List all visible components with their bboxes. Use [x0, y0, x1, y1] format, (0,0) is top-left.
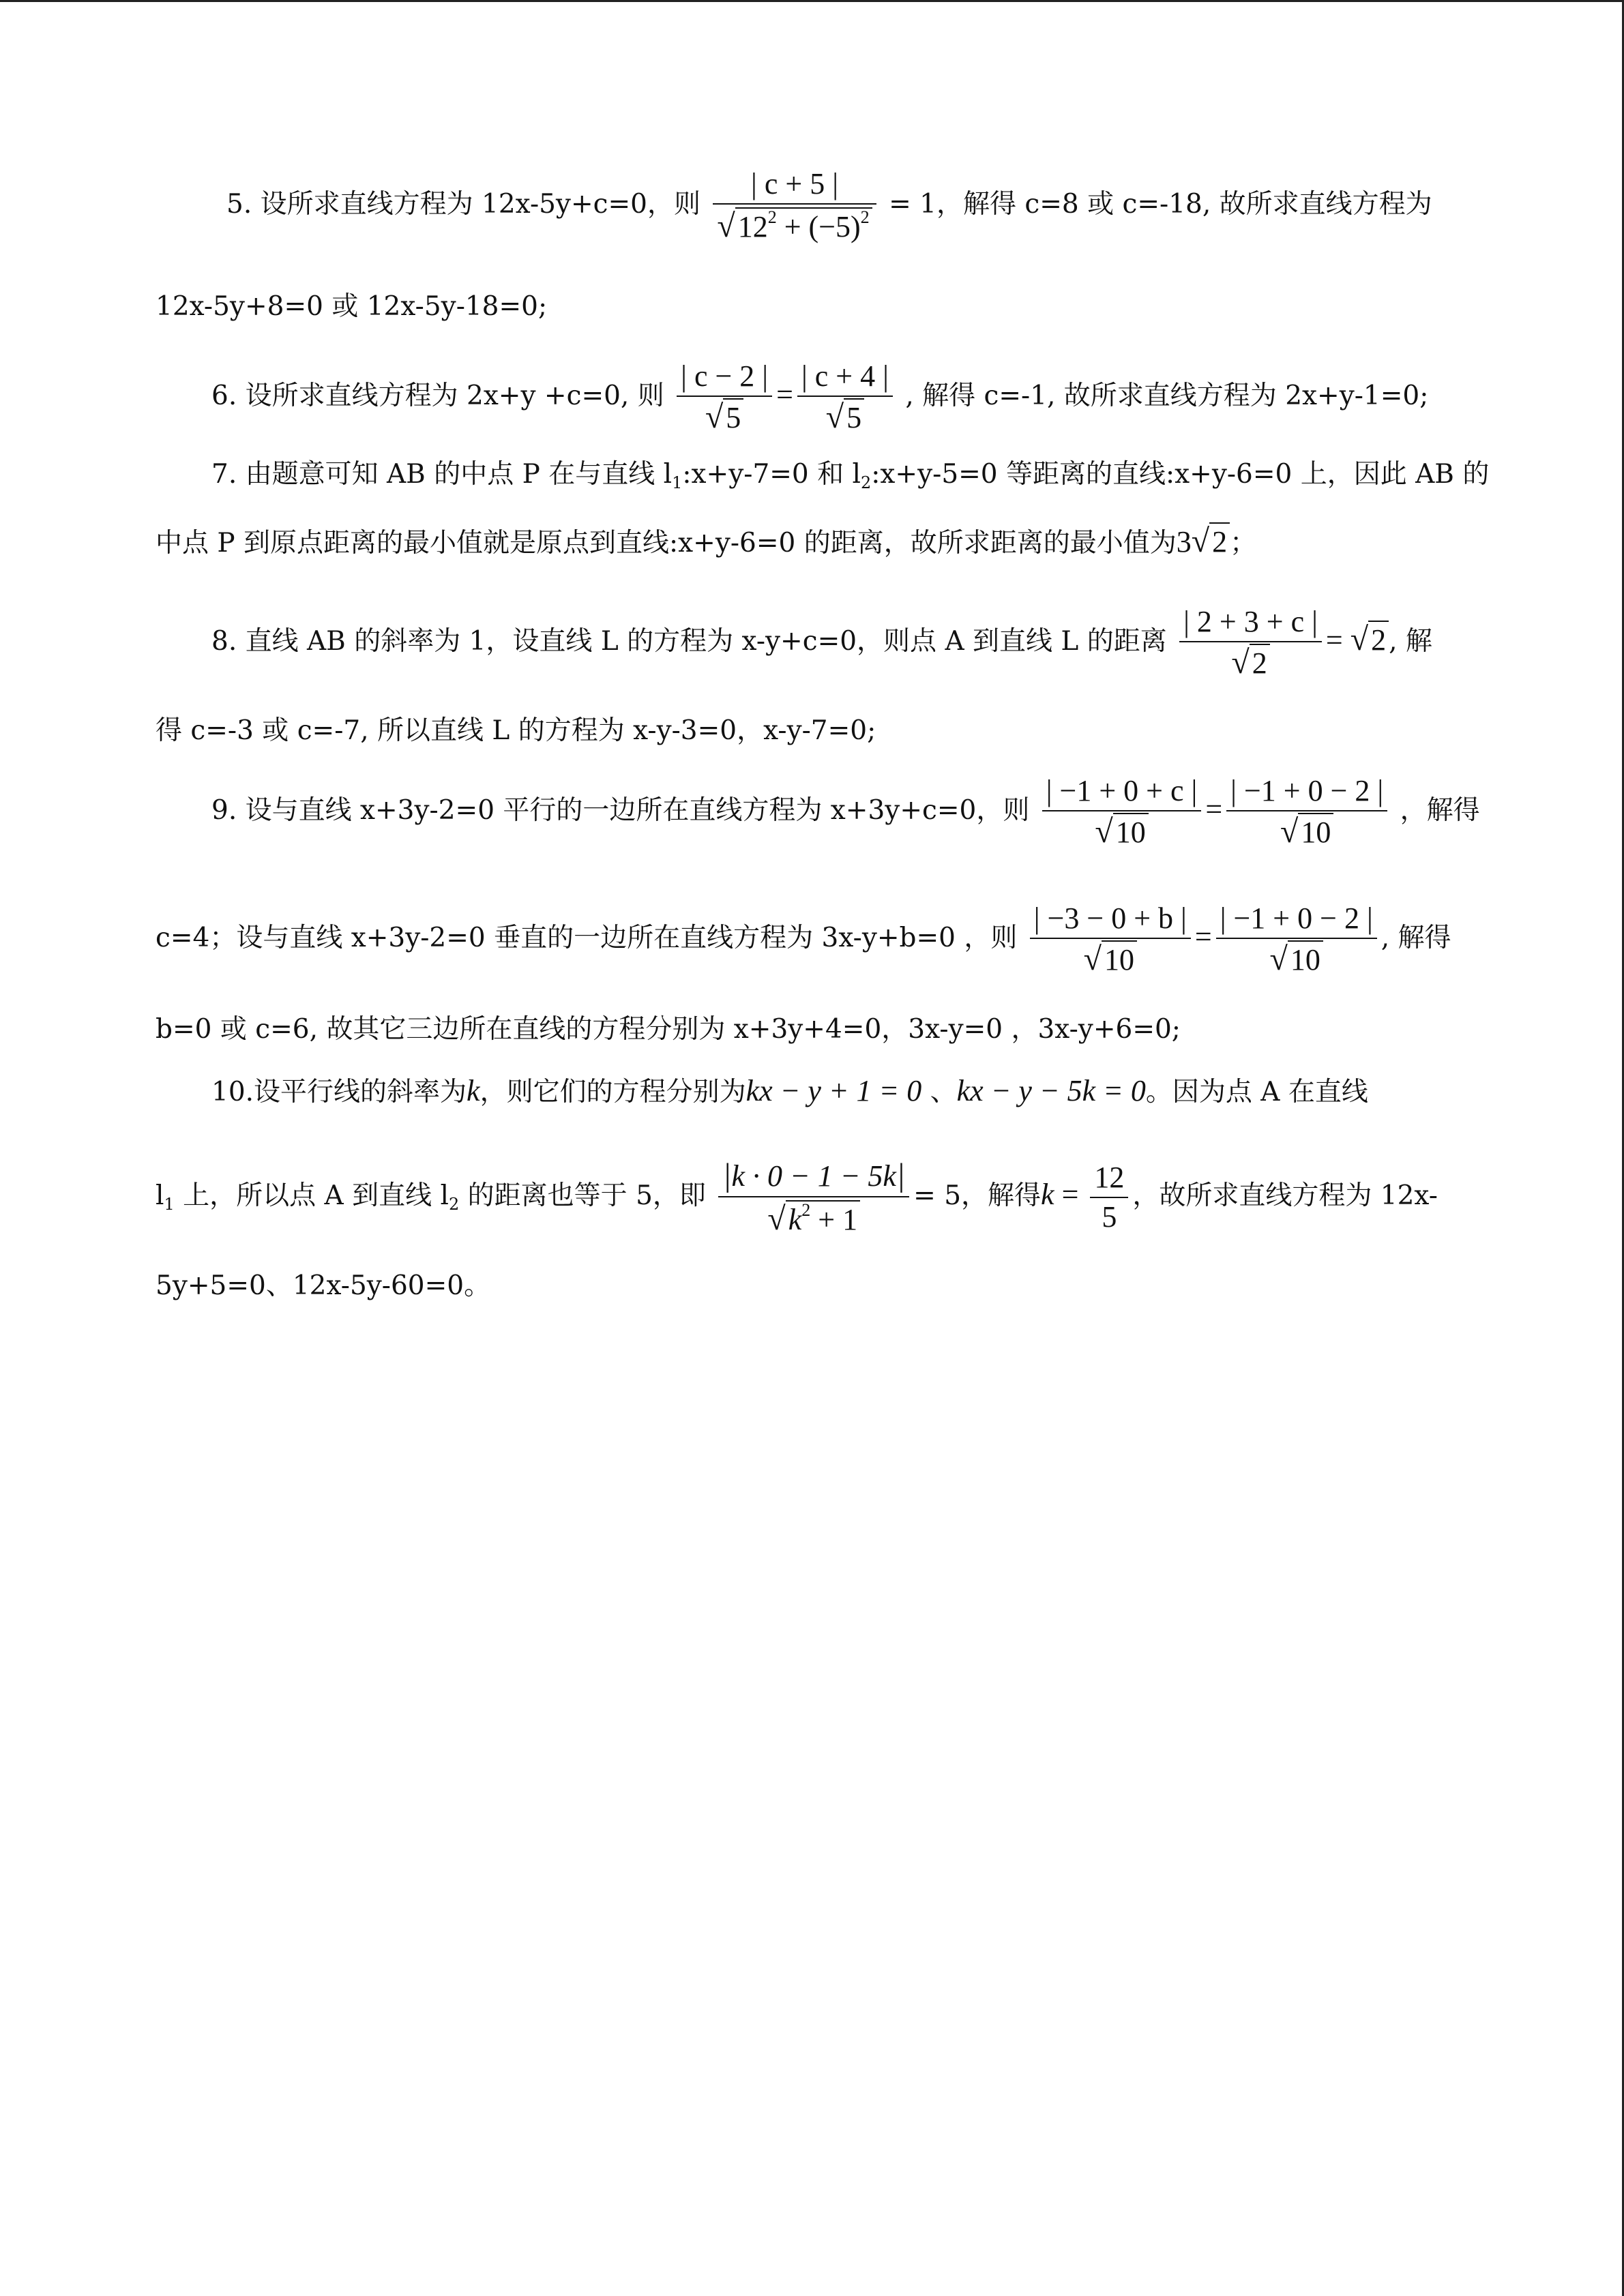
item-9-den-4: 10 [1288, 940, 1323, 976]
item-5-result: = 1，解得 c=8 或 c=-18, 故所求直线方程为 [889, 189, 1432, 220]
item-9-line-2: c=4；设与直线 x+3y-2=0 垂直的一边所在直线方程为 3x-y+b=0 ，则 $\frac{| -3 - 0 + b |}{√10}$ = $\frac{| -1 + 0 - 2 |}{√10}$ , 解得 [156, 901, 1451, 977]
item-10-k-numerator: 12 [1090, 1163, 1128, 1198]
item-6-fraction-left: $\frac{| c - 2 |}{√5}$ [677, 361, 772, 434]
item-10-k-var: k [1041, 1178, 1054, 1211]
item-9-numerator-4: | −1 + 0 − 2 | [1216, 904, 1377, 939]
item-5-denominator: $√12^2 + (-5)^2$ [713, 205, 876, 243]
item-10-k: k [467, 1074, 480, 1107]
item-8-text: 8. 直线 AB 的斜率为 1，设直线 L 的方程为 x-y+c=0，则点 A 到直线 L 的距离 [211, 626, 1167, 657]
item-6-fraction-right: $\frac{| c + 4 |}{√5}$ [797, 361, 893, 434]
item-8-line-1: 8. 直线 AB 的斜率为 1，设直线 L 的方程为 x-y+c=0，则点 A 到直线 L 的距离 $\frac{| 2 + 3 + c |}{√2}$ = √2 , 解 [211, 605, 1432, 681]
item-10-text-c: 。因为点 A 在直线 [1145, 1077, 1368, 1107]
item-10-den-plus: + 1 [810, 1203, 858, 1236]
item-6-result: , 解得 c=-1, 故所求直线方程为 2x+y-1=0; [905, 381, 1429, 411]
item-5-numerator: | c + 5 | [713, 169, 876, 205]
item-9-fraction-2: $\frac{| -1 + 0 - 2 |}{√10}$ [1226, 776, 1387, 848]
item-10-text-f: ，故所求直线方程为 12x- [1132, 1180, 1438, 1211]
item-7-answer-radicand: 2 [1209, 522, 1230, 558]
item-5-line-1 [226, 169, 1432, 243]
item-8-tail: , 解 [1389, 626, 1432, 657]
item-7-text-d: 中点 P 到原点距离的最小值就是原点到直线:x+y-6=0 的距离，故所求距离的最小值为 [156, 528, 1177, 558]
item-10-line-3: 5y+5=0、12x-5y-60=0。 [156, 1270, 491, 1301]
item-7-text-e: ； [1230, 528, 1257, 558]
item-9-line-1: 9. 设与直线 x+3y-2=0 平行的一边所在直线方程为 x+3y+c=0，则 $\frac{| -1 + 0 + c |}{√10}$ = $\frac{| -1 + 0 - 2 |}{√10}$ ，解得 [211, 774, 1480, 850]
item-7-text-a: 7. 由题意可知 AB 的中点 P 在与直线 l [211, 459, 673, 490]
item-10-l: l [156, 1180, 164, 1211]
item-7-answer-coef: 3 [1176, 525, 1192, 558]
item-10-text-d: 上，所以点 A 到直线 l [174, 1180, 449, 1211]
item-10-numerator: |k · 0 − 1 − 5k| [718, 1159, 909, 1197]
item-8-rhs: 2 [1368, 621, 1389, 657]
item-7-text-c: :x+y-5=0 等距离的直线:x+y-6=0 上，因此 AB 的 [871, 459, 1490, 490]
item-10-separator: 、 [921, 1077, 957, 1107]
item-6-den-right: 5 [844, 398, 864, 434]
item-5-text: 5. 设所求直线方程为 12x-5y+c=0，则 [226, 189, 700, 220]
item-10-sub-2: 2 [449, 1195, 460, 1214]
item-9-tail-2: , 解得 [1381, 923, 1451, 953]
item-8-line-2: 得 c=-3 或 c=-7, 所以直线 L 的方程为 x-y-3=0，x-y-7=0; [156, 715, 876, 746]
item-9-tail-1: ，解得 [1400, 795, 1480, 826]
item-9-fraction-4: $\frac{| -1 + 0 - 2 |}{√10}$ [1216, 904, 1377, 976]
item-9-fraction-3: $\frac{| -3 - 0 + b |}{√10}$ [1030, 904, 1191, 976]
item-8-numerator: | 2 + 3 + c | [1179, 607, 1322, 642]
item-6-den-left: 5 [723, 398, 743, 434]
item-9-line-3: b=0 或 c=6, 故其它三边所在直线的方程分别为 x+3y+4=0，3x-y=0 ，3x-y+6=0; [156, 1014, 1181, 1045]
item-5-den-a: 12 [737, 210, 768, 243]
item-8-fraction: $\frac{| 2 + 3 + c |}{√2}$ [1179, 607, 1322, 679]
item-5-fraction [713, 169, 876, 243]
item-6-numerator-right: | c + 4 | [797, 361, 893, 397]
item-10-text-b: ，则它们的方程分别为 [479, 1077, 746, 1107]
item-9-den-3: 10 [1102, 940, 1137, 976]
item-10-line-1 [211, 1076, 1368, 1106]
item-10-k-value [1090, 1163, 1128, 1232]
item-9-den-1: 10 [1113, 813, 1149, 849]
item-5-line-2: 12x-5y+8=0 或 12x-5y-18=0; [156, 291, 548, 322]
item-10-sub-1: 1 [164, 1195, 175, 1214]
item-9-text: 9. 设与直线 x+3y-2=0 平行的一边所在直线方程为 x+3y+c=0，则 [211, 795, 1030, 826]
item-7-text-b: :x+y-7=0 和 l [682, 459, 861, 490]
item-10-equals-5: = 5，解得 [913, 1180, 1042, 1211]
item-10-text-e: 的距离也等于 5，即 [459, 1180, 706, 1211]
item-7-line-1 [211, 461, 1489, 491]
item-6-line-1: 6. 设所求直线方程为 2x+y +c=0, 则 $\frac{| c - 2 |}{√5}$ = $\frac{| c + 4 |}{√5}$ , 解得 c=-1, 故所求直线方程为 2x+y-1=0; [211, 359, 1429, 435]
item-10-equation-2: kx − y − 5k = 0 [956, 1074, 1146, 1107]
item-9-text-2: c=4；设与直线 x+3y-2=0 垂直的一边所在直线方程为 3x-y+b=0 ，则 [156, 923, 1018, 953]
item-9-fraction-1: $\frac{| -1 + 0 + c |}{√10}$ [1042, 776, 1202, 848]
item-10-k-equals: = [1054, 1178, 1087, 1211]
item-7-sub-1: 1 [672, 473, 683, 492]
item-10-equation-1: kx − y + 1 = 0 [745, 1074, 922, 1107]
item-7-line-2: 中点 P 到原点距离的最小值就是原点到直线:x+y-6=0 的距离，故所求距离的最小值为3√2 ； [156, 523, 1257, 559]
item-10-k-denominator: 5 [1102, 1200, 1117, 1234]
item-7-sub-2: 2 [861, 473, 872, 492]
item-6-text: 6. 设所求直线方程为 2x+y +c=0, 则 [211, 381, 664, 411]
item-9-numerator-3: | −3 − 0 + b | [1030, 904, 1191, 939]
item-9-numerator-1: | −1 + 0 + c | [1042, 776, 1202, 811]
item-10-den-k: k [788, 1203, 802, 1236]
item-10-numerator-text: k · 0 − 1 − 5k [731, 1159, 896, 1193]
item-9-numerator-2: | −1 + 0 − 2 | [1226, 776, 1387, 811]
item-8-denominator: 2 [1250, 644, 1270, 680]
item-5-den-b: + (−5) [776, 210, 861, 243]
item-10-text-a: 10.设平行线的斜率为 [211, 1077, 467, 1107]
item-10-line-2 [156, 1159, 1438, 1236]
item-9-den-2: 10 [1298, 813, 1333, 849]
item-10-fraction: $\frac{|k \cdot 0 - 1 - 5k|}{√k^2 + 1}$ [718, 1159, 909, 1236]
item-6-numerator-left: | c − 2 | [677, 361, 772, 397]
